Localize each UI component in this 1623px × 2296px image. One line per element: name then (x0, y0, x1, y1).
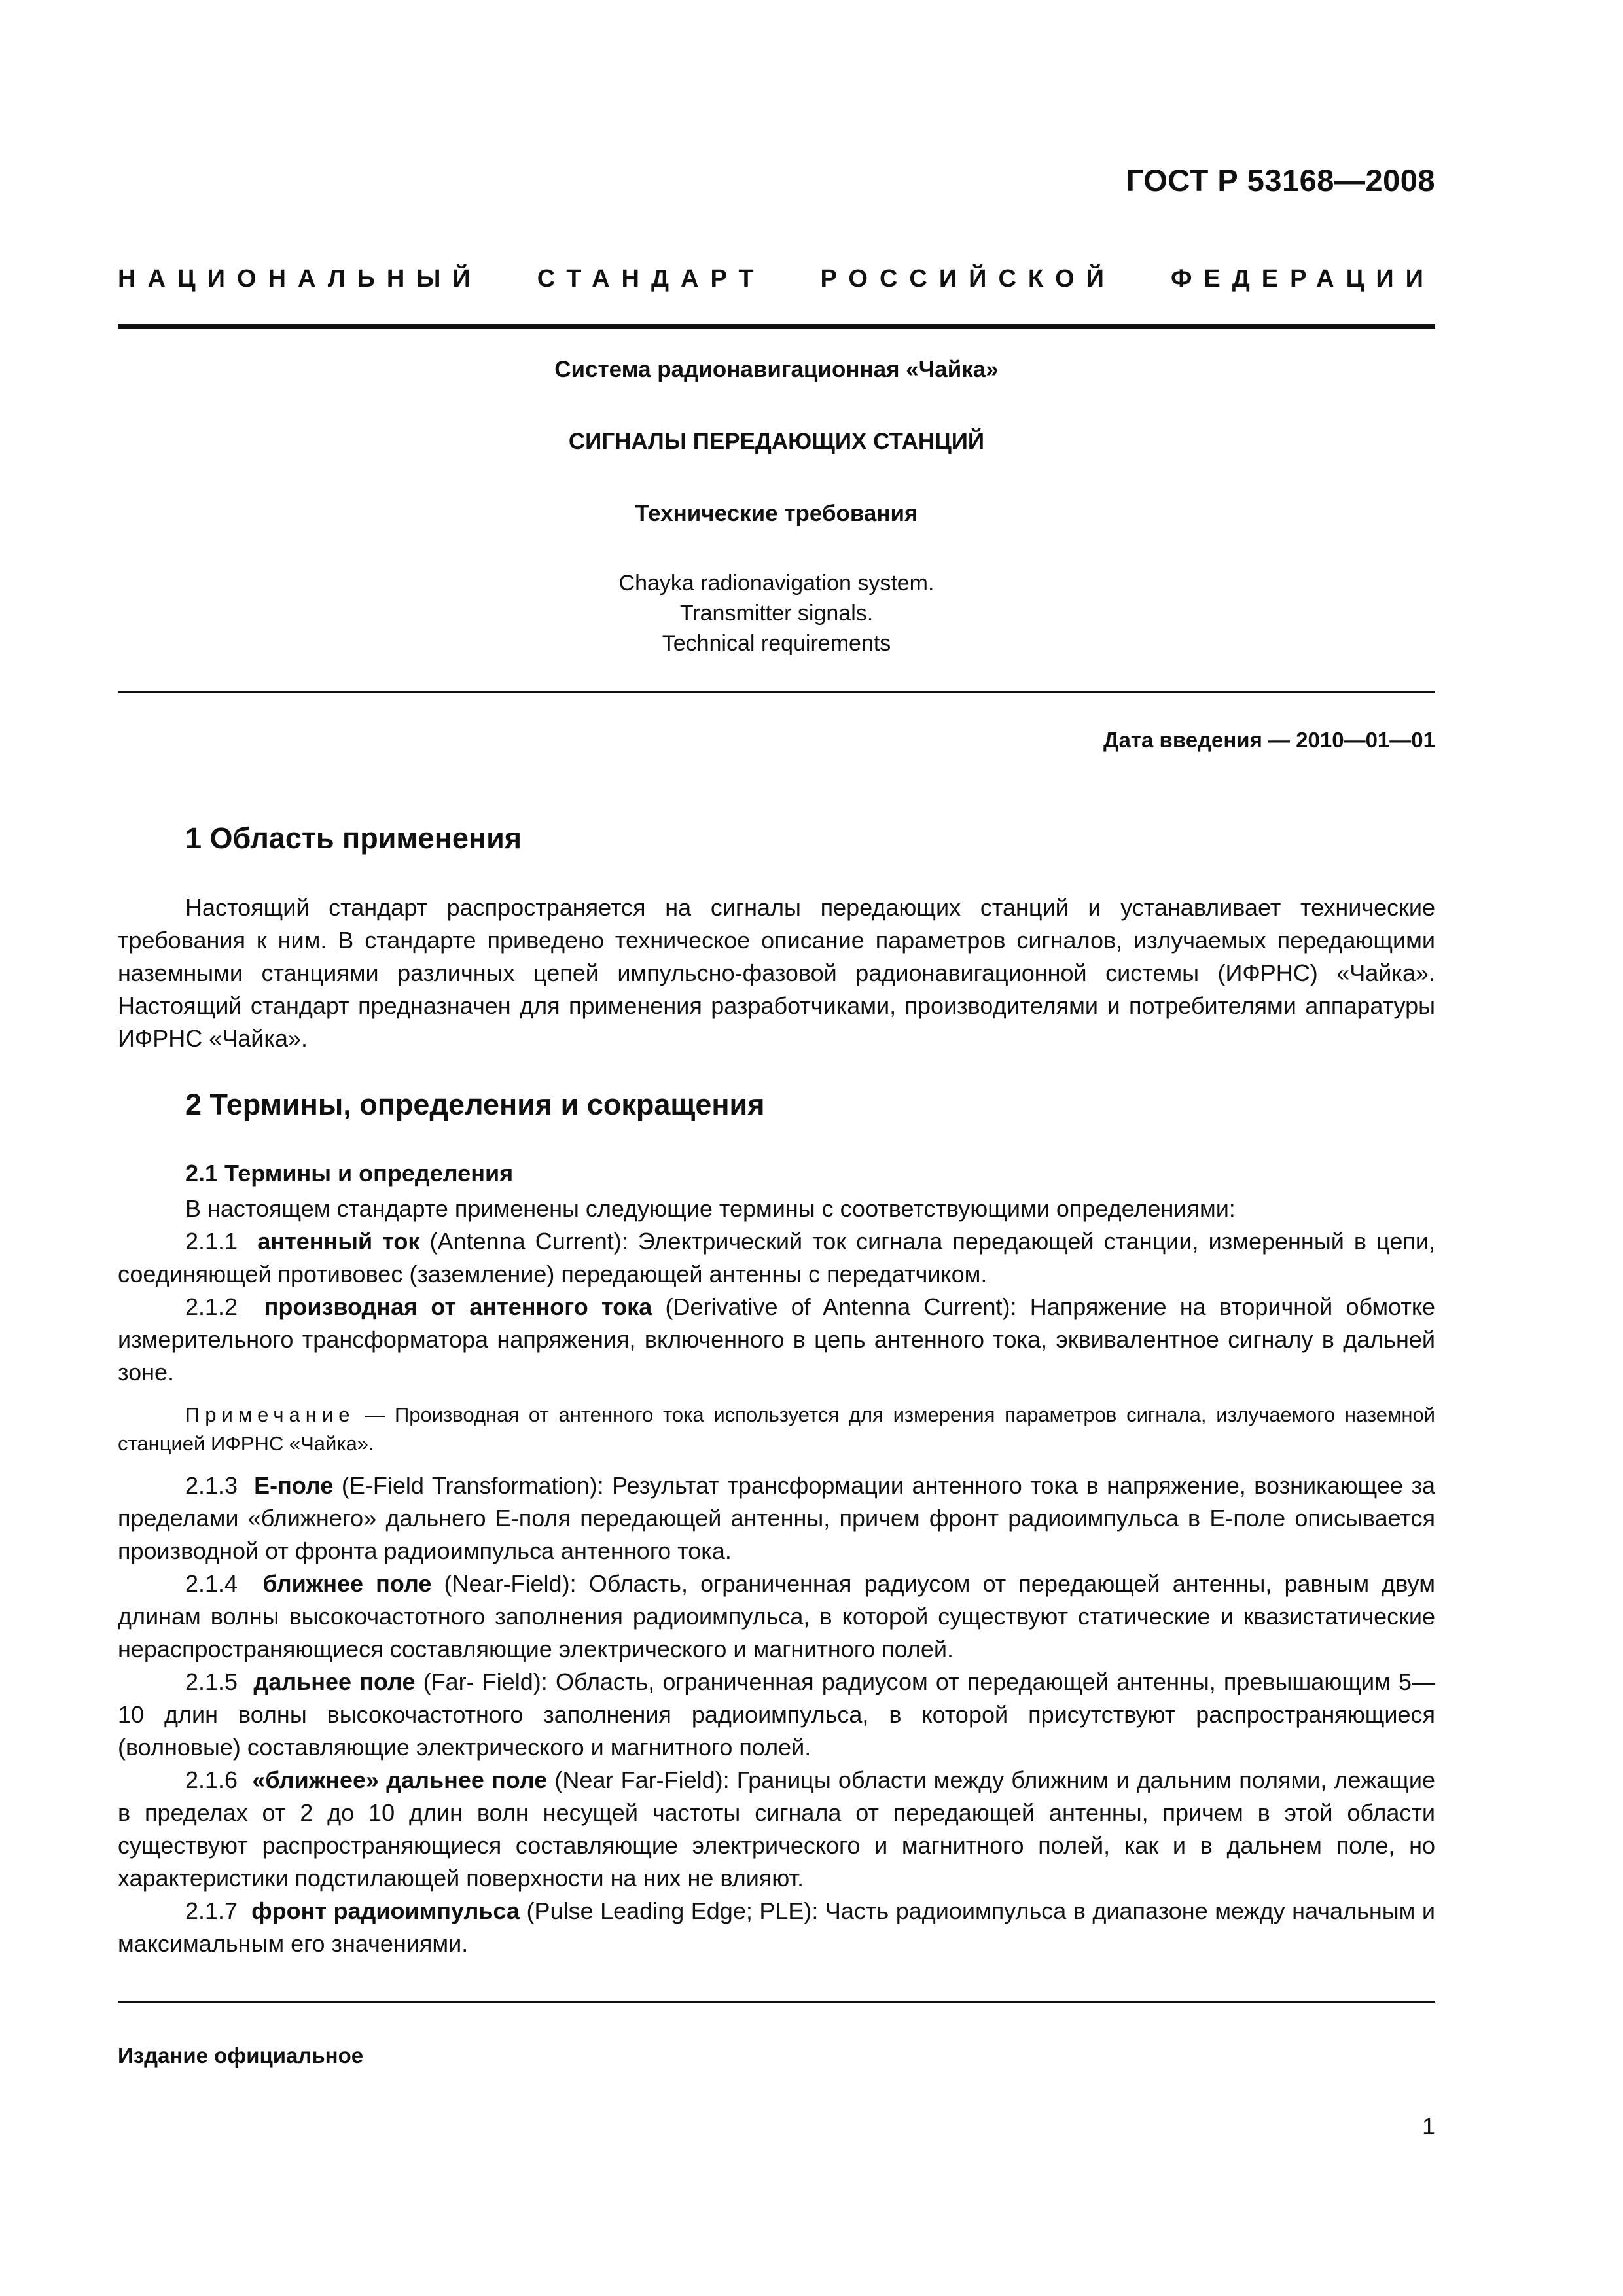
term-entry (118, 1666, 1435, 1764)
term-definition: (Derivative of Antenna Current): Напряжение на вторичной обмотке измерительного трансформатора напряжения, включенного в цепь антенного тока, эквивалентное сигналу в дальней зоне. (118, 1293, 1435, 1386)
term-entry (118, 1568, 1435, 1666)
term-name: дальнее поле (253, 1668, 416, 1695)
term-number: 2.1.5 (185, 1668, 238, 1695)
paragraph: Настоящий стандарт распространяется на сигналы передающих станций и устанавливает технические требования к ним. В стандарте приведено техническое описание параметров сигналов, излучаемых передающими наземными станциями различных цепей импульсно-фазовой радионавигационной системы (ИФРНС) «Чайка». Настоящий стандарт предназначен для применения разработчиками, производителями и потребителями аппаратуры ИФРНС «Чайка». (118, 894, 1435, 1052)
english-title-line: Transmitter signals. (679, 601, 874, 626)
banner-word: ФЕДЕРАЦИИ (1170, 265, 1435, 293)
term-name: антенный ток (257, 1228, 420, 1255)
english-title-line: Technical requirements (662, 631, 891, 656)
english-title (118, 568, 1435, 658)
subsection-2-1-heading: 2.1 Термины и определения (185, 1160, 514, 1187)
term-entry (118, 1895, 1435, 1960)
title-divider (118, 691, 1435, 693)
term-number: 2.1.2 (185, 1293, 238, 1320)
term-entry (118, 1469, 1435, 1568)
term-definition: (Near-Field): Область, ограниченная радиусом от передающей антенны, равным двум длинам волны высокочастотного заполнения радиоимпульса, в которой существуют статические и квазистатические нераспространяющиеся составляющие электрического и магнитного полей. (118, 1570, 1435, 1662)
section-2-heading: 2 Термины, определения и сокращения (185, 1088, 765, 1121)
banner-word: НАЦИОНАЛЬНЫЙ (118, 265, 482, 293)
term-number: 2.1.7 (185, 1897, 238, 1924)
footer-divider (118, 2001, 1435, 2003)
term-name: «ближнее» дальнее поле (252, 1767, 548, 1793)
term-number: 2.1.3 (185, 1472, 238, 1499)
term-name: фронт радиоимпульса (251, 1897, 520, 1924)
term-number: 2.1.4 (185, 1570, 238, 1597)
terms-block-2 (118, 1469, 1435, 1960)
term-number: 2.1.1 (185, 1228, 238, 1255)
term-definition: (Pulse Leading Edge; PLE): Часть радиоимпульса в диапазоне между начальным и максимальным его значениями. (118, 1897, 1435, 1957)
banner-word: РОССИЙСКОЙ (820, 265, 1116, 293)
term-entry (118, 1291, 1435, 1389)
term-definition: (Far- Field): Область, ограниченная радиусом от передающей антенны, превышающим 5—10 длин волны высокочастотного заполнения радиоимпульса, в которой присутствуют распространяющиеся (волновые) составляющие электрического и магнитного полей. (118, 1668, 1435, 1761)
document-code: ГОСТ Р 53168—2008 (1126, 163, 1435, 198)
term-definition: (Antenna Current): Электрический ток сигнала передающей станции, измеренный в цепи, соединяющей противовес (заземление) передающей антенны с передатчиком. (118, 1228, 1435, 1287)
signals-title: СИГНАЛЫ ПЕРЕДАЮЩИХ СТАНЦИЙ (568, 429, 985, 454)
page-number: 1 (1421, 2113, 1435, 2140)
note (118, 1401, 1435, 1458)
note-label: Примечание (185, 1403, 355, 1426)
term-number: 2.1.6 (185, 1767, 238, 1793)
term-entry (118, 1225, 1435, 1291)
term-name: производная от антенного тока (264, 1293, 652, 1320)
introduction-date: Дата введения — 2010—01—01 (1103, 728, 1435, 752)
term-definition: (Near Far-Field): Границы области между ближним и дальним полями, лежащие в пределах от 2 до 10 длин волн несущей частоты сигнала от передающей антенны, причем в этой области существуют распространяющиеся составляющие электрического и магнитного полей, как и в дальнем поле, но характеристики подстилающей поверхности на них не влияют. (118, 1767, 1435, 1892)
section-1-heading: 1 Область применения (185, 821, 522, 855)
section-1-body (118, 891, 1435, 1055)
system-title: Система радионавигационная «Чайка» (554, 357, 999, 382)
term-entry (118, 1764, 1435, 1895)
paragraph: В настоящем стандарте применены следующие термины с соответствующими определениями: (185, 1195, 1236, 1222)
header-divider (118, 324, 1435, 329)
banner-word: СТАНДАРТ (537, 265, 766, 293)
term-definition: (E-Field Transformation): Результат трансформации антенного тока в напряжение, возникающее за пределами «ближнего» дальнего Е-поля передающей антенны, причем фронт радиоимпульса в Е-поле описывается производной от фронта радиоимпульса антенного тока. (118, 1472, 1435, 1564)
english-title-line: Chayka radionavigation system. (618, 571, 935, 596)
term-name: ближнее поле (262, 1570, 432, 1597)
national-standard-banner (118, 265, 1435, 304)
term-name: Е-поле (254, 1472, 334, 1499)
official-edition-label: Издание официальное (118, 2043, 364, 2068)
note-text: — Производная от антенного тока используется для измерения параметров сигнала, излучаемого наземной станцией ИФРНС «Чайка». (118, 1403, 1435, 1455)
terms-block-1 (118, 1193, 1435, 1389)
requirements-title: Технические требования (635, 501, 918, 526)
